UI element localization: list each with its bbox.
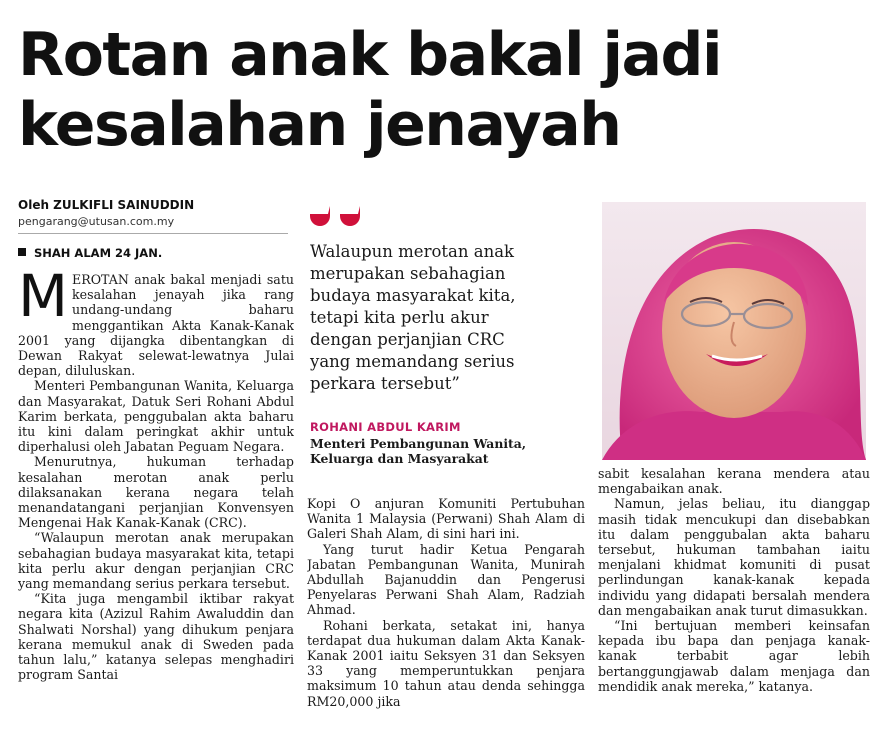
paragraph: “Walaupun merotan anak merupakan sebahagian budaya masyarakat kita, tetapi kita perlu akur dengan perjanjian CRC yang memandang serius perkara tersebut. [18,530,294,592]
pull-quote-line: Walaupun merotan anak [310,242,515,261]
byline: Oleh ZULKIFLI SAINUDDIN [18,198,195,212]
headline-line-2: kesalahan jenayah [18,90,621,160]
paragraph: Menurutnya, hukuman terhadap kesalahan merotan anak perlu dilaksanakan kerana negara telah menandatangani perjanjian Konvensyen Mengenai Hak Kanak-Kanak (CRC). [18,454,294,531]
pull-quote [310,241,590,395]
paragraph [18,272,294,378]
drop-cap: M [18,272,69,330]
paragraph: Yang turut hadir Ketua Pengarah Jabatan Pembangunan Wanita, Munirah Abdullah Bajanuddin dan Pengerusi Penyelaras Perwani Shah Alam, Radziah Ahmad. [307,541,585,618]
paragraph: “Kita juga mengambil iktibar rakyat negara kita (Azizul Rahim Awaluddin dan Shalwati Norshal) yang dihukum penjara kerana memukul anak di Sweden pada tahun lalu,” katanya selepas menghadiri program Santai [18,591,294,683]
square-bullet-icon [18,248,26,256]
paragraph-text: EROTAN anak bakal menjadi satu kesalahan jenayah jika rang undang-undang baharu menggantikan Akta Kanak-Kanak 2001 yang dijangka dibentangkan di Dewan Rakyat selewat-lewatnya Julai depan, diluluskan. [18,272,294,379]
article-column-1 [18,272,294,732]
dateline [18,246,162,260]
article-column-2 [307,496,585,736]
quote-mark-icon [308,196,368,230]
role-line: Menteri Pembangunan Wanita, [310,436,527,451]
dateline-text: SHAH ALAM 24 JAN. [34,246,163,260]
pull-quote-line: yang memandang serius [310,352,515,371]
headline [18,20,888,160]
paragraph: Rohani berkata, setakat ini, hanya terdapat dua hukuman dalam Akta Kanak-Kanak 2001 iaitu Seksyen 31 dan Seksyen 33 yang memperuntukkan penjara maksimum 10 tahun atau denda sehingga RM20,000 jika [307,617,585,709]
byline-divider [18,233,288,234]
role-line: Keluarga dan Masyarakat [310,451,489,466]
article-column-3 [598,466,870,736]
quote-attribution-role [310,436,526,466]
paragraph: Kopi O anjuran Komuniti Pertubuhan Wanita 1 Malaysia (Perwani) Shah Alam di Galeri Shah Alam, di sini hari ini. [307,496,585,542]
pull-quote-line: merupakan sebahagian [310,264,506,283]
paragraph: Namun, jelas beliau, itu dianggap masih tidak mencukupi dan disebabkan itu dalam penggubalan akta baharu tersebut, hukuman tambahan iaitu menjalani khidmat komuniti di pusat perlindungan kanak-kanak kepada individu yang didapati bersalah mendera dan mengabaikan anak turut dimasukkan. [598,496,870,618]
quote-attribution-name: ROHANI ABDUL KARIM [310,420,461,434]
pull-quote-line: tetapi kita perlu akur [310,308,489,327]
paragraph: Menteri Pembangunan Wanita, Keluarga dan Masyarakat, Datuk Seri Rohani Abdul Karim berkata, penggubalan akta baharu itu kini dalam peringkat akhir untuk diperhalusi oleh Jabatan Peguam Negara. [18,378,294,455]
paragraph: “Ini bertujuan memberi keinsafan kepada ibu bapa dan penjaga kanak-kanak terbabit agar lebih bertanggungjawab dalam menjaga dan mendidik anak mereka,” katanya. [598,618,870,694]
paragraph: sabit kesalahan kerana mendera atau mengabaikan anak. [598,466,870,497]
pull-quote-line: dengan perjanjian CRC [310,330,505,349]
headline-line-1: Rotan anak bakal jadi [18,20,722,90]
author-email: pengarang@utusan.com.my [18,215,175,228]
portrait-photo [602,202,866,460]
pull-quote-line: budaya masyarakat kita, [310,286,516,305]
pull-quote-line: perkara tersebut” [310,374,460,393]
